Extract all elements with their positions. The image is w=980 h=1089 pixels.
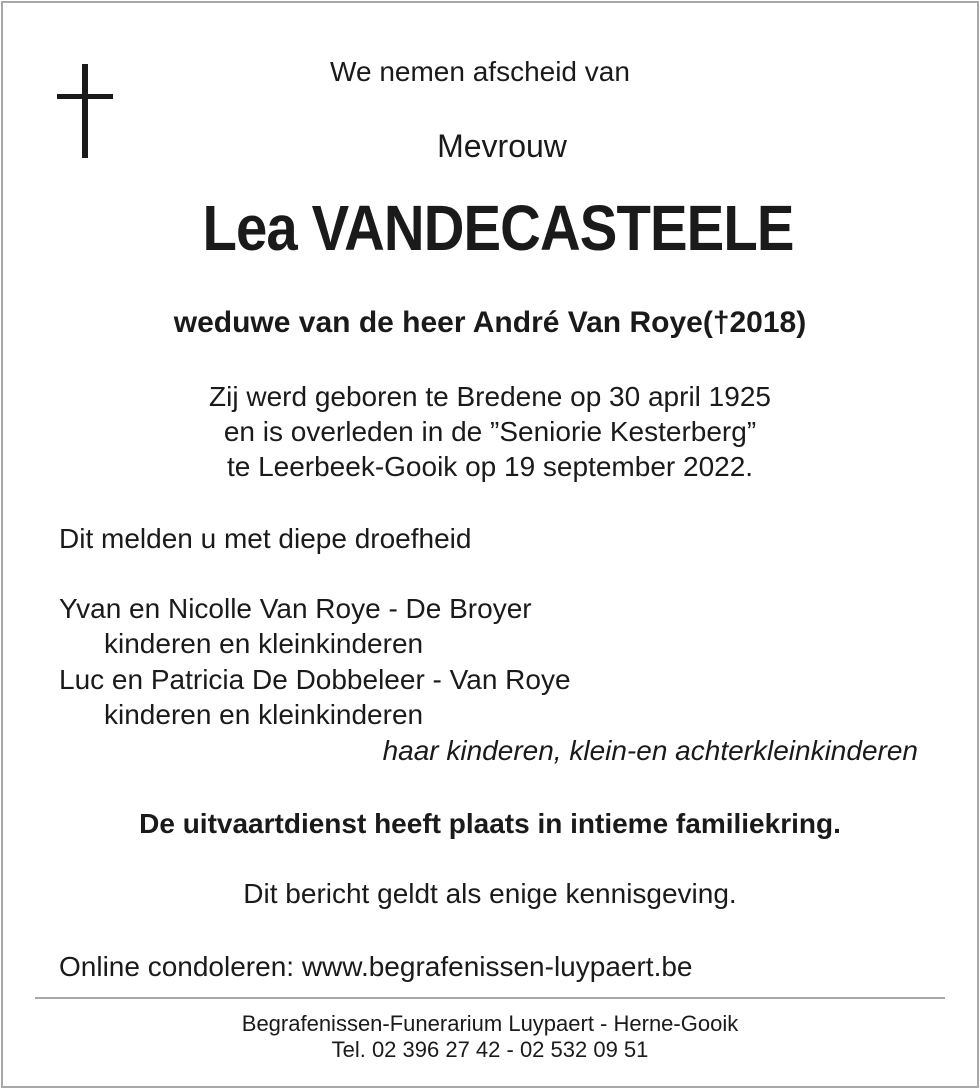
family-relation: kinderen en kleinkinderen <box>104 628 424 659</box>
family-closing: haar kinderen, klein-en achterkleinkinderen <box>382 735 918 766</box>
sole-notice: Dit bericht geldt als enige kennisgeving. <box>243 878 737 909</box>
birth-line: Zij werd geboren te Bredene op 30 april 1925 <box>209 381 771 412</box>
service-info: De uitvaartdienst heeft plaats in intieme familiekring. <box>139 808 841 839</box>
family-names: Yvan en Nicolle Van Roye - De Broyer <box>59 593 532 624</box>
intro-text: We nemen afscheid van <box>330 56 630 87</box>
family-relation: kinderen en kleinkinderen <box>104 699 424 730</box>
footer-divider <box>35 997 945 999</box>
funeral-home: Begrafenissen-Funerarium Luypaert - Herne-Gooik <box>241 1011 739 1036</box>
death-date-line: te Leerbeek-Gooik op 19 september 2022. <box>226 451 754 482</box>
family-names: Luc en Patricia De Dobbeleer - Van Roye <box>59 664 571 695</box>
widow-of: weduwe van de heer André Van Roye(†2018) <box>173 306 807 339</box>
funeral-phone: Tel. 02 396 27 42 - 02 532 09 51 <box>331 1037 649 1062</box>
online-condolences: Online condoleren: www.begrafenissen-luypaert.be <box>59 951 693 982</box>
honorific: Mevrouw <box>437 128 567 164</box>
announcement: Dit melden u met diepe droefheid <box>59 523 472 554</box>
death-place-line: en is overleden in de ”Seniorie Kesterberg” <box>223 416 757 447</box>
deceased-name: Lea VANDECASTEELE <box>202 192 794 264</box>
